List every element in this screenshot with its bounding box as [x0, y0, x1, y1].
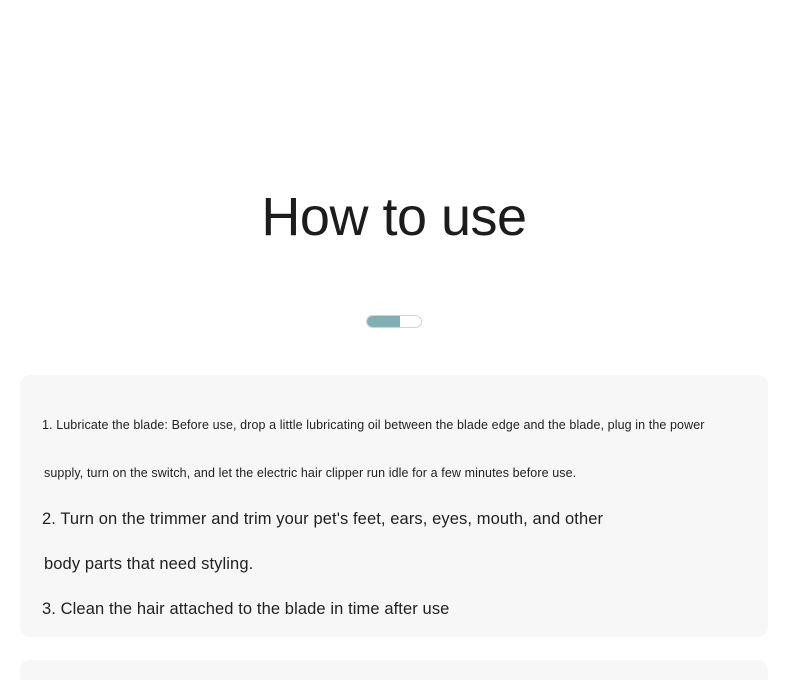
instruction-step-3: [42, 587, 746, 632]
progress-divider-wrap: [0, 315, 788, 328]
instruction-step-1: [42, 401, 746, 497]
progress-divider: [366, 315, 422, 328]
instruction-step-2: [42, 497, 746, 587]
next-section-card: [20, 660, 768, 680]
instruction-step-2-line-1: 2. Turn on the trimmer and trim your pet's feet, ears, eyes, mouth, and other: [42, 510, 604, 528]
instruction-step-1-line-1: 1. Lubricate the blade: Before use, drop a little lubricating oil between the blade edge and the blade, plug in the power: [42, 418, 705, 432]
page-title: How to use: [261, 187, 527, 248]
progress-divider-fill: [367, 316, 400, 327]
instruction-step-2-line-2: body parts that need styling.: [44, 555, 254, 573]
instruction-step-1-line-2: supply, turn on the switch, and let the electric hair clipper run idle for a few minutes before use.: [44, 466, 577, 480]
instructions-card: [20, 375, 768, 637]
instruction-step-3-line-1: 3. Clean the hair attached to the blade in time after use: [42, 600, 450, 618]
